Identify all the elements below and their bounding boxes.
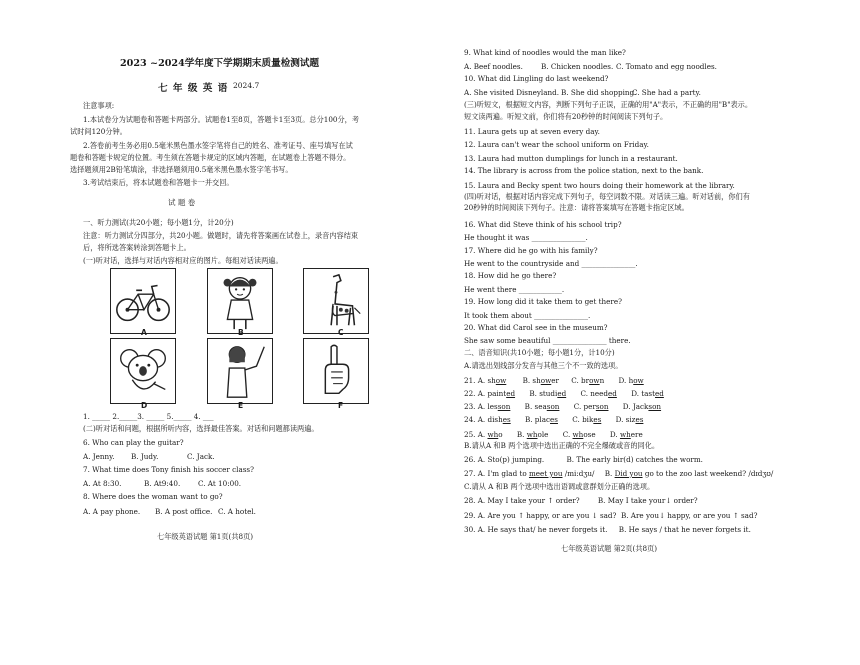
- paper-label: 试 题 卷: [168, 198, 196, 207]
- q8-option-a: A. A pay phone.: [83, 507, 141, 516]
- question-18: 18. How did he go there?: [464, 271, 557, 280]
- notice-2b: 题卷和答题卡规定的位置。考生须在答题卡规定的区域内答题，在试题卷上答题不得分。: [70, 153, 351, 162]
- koala-icon: [111, 339, 175, 403]
- section-c-instruction: C.请从 A 和B 两个选项中选出语调或意群划分正确的选项。: [464, 482, 655, 491]
- question-9: 9. What kind of noodles would the man like?: [464, 48, 626, 57]
- girl-icon: [208, 269, 272, 333]
- picture-b-girl: [207, 268, 273, 334]
- q10-option-b: B. She did shopping.: [561, 88, 637, 97]
- q10-option-a: A. She visited Disneyland.: [464, 88, 560, 97]
- question-8: 8. Where does the woman want to go?: [83, 492, 223, 501]
- part-3-instruction-b: 短文读两遍。听短文前，你们将有20秒钟的时间阅读下列句子。: [464, 112, 668, 121]
- q9-option-c: C. Tomato and egg noodles.: [616, 62, 717, 71]
- right-page: [430, 0, 860, 665]
- picture-c-giraffe: [303, 268, 369, 334]
- right-page-footer: 七年级英语试题 第2页(共8页): [561, 544, 658, 553]
- question-16: 16. What did Steve think of his school trip?: [464, 220, 622, 229]
- question-29: 29. A. Are you ↑ happy, or are you ↓ sad? B. Are you↓ happy, or are you ↑ sad?: [464, 511, 758, 520]
- question-28: 28. A. May I take your ↑ order? B. May I take your↓ order?: [464, 496, 698, 505]
- section-1-note-a: 注意：听力测试分四部分，共20小题。做题时，请先将答案画在试卷上，录音内容结束: [83, 231, 359, 240]
- question-21: 21. A. show B. shower C. brown D. how: [464, 376, 644, 385]
- statement-11: 11. Laura gets up at seven every day.: [464, 127, 600, 136]
- part-3-instruction-a: (三)听短文，根据短文内容，判断下列句子正误，正确的用"A"表示，不正确的用"B"表示。: [464, 100, 753, 109]
- picture-label-e: E: [238, 401, 244, 410]
- question-19: 19. How long did it take them to get there?: [464, 297, 622, 306]
- part-4-instruction-a: (四)听对话，根据对话内容完成下列句子，每空词数不限。对话读三遍。听对话前，你们有: [464, 192, 750, 201]
- notice-1b: 试时间120分钟。: [70, 127, 127, 136]
- statement-12: 12. Laura can't wear the school uniform on Friday.: [464, 140, 649, 149]
- notice-header: 注意事项:: [83, 101, 115, 110]
- q6-option-a: A. Jenny.: [83, 452, 115, 461]
- q9-option-a: A. Beef noodles.: [464, 62, 523, 71]
- exam-title: 2023 ~2024学年度下学期期末质量检测试题: [120, 58, 320, 69]
- section-a-instruction: A.请选出划线部分发音与其他三个不一致的选项。: [464, 361, 623, 370]
- statement-14: 14. The library is across from the police station, next to the bank.: [464, 166, 704, 175]
- section-1-note-b: 后，将所选答案转涂到答题卡上。: [83, 243, 191, 252]
- part-1-answer-blanks: 1. _____ 2._____3. _____ 5._____ 4. ___: [83, 412, 214, 421]
- picture-label-c: C: [338, 328, 344, 337]
- hand-icon: [304, 339, 368, 403]
- notice-2a: 2.答卷前考生务必用0.5毫米黑色墨水签字笔将自己的姓名、准考证号、座号填写在试: [83, 141, 353, 150]
- question-22: 22. A. painted B. studied C. needed D. tasted: [464, 389, 664, 398]
- section-2-heading: 二、语音知识(共10小题；每小题1分，计10分): [464, 348, 615, 357]
- q8-option-b: B. A post office.: [155, 507, 213, 516]
- q7-option-a: A. At 8:30.: [83, 479, 122, 488]
- question-17: 17. Where did he go with his family?: [464, 246, 598, 255]
- q10-option-c: C. She had a party.: [632, 88, 701, 97]
- statement-13: 13. Laura had mutton dumplings for lunch in a restaurant.: [464, 154, 678, 163]
- left-page-footer: 七年级英语试题 第1页(共8页): [157, 532, 254, 541]
- teacher-icon: [208, 339, 272, 403]
- part-1-instruction: (一)听对话，选择与对话内容相对应的图片。每组对话读两遍。: [83, 256, 283, 265]
- question-27: 27. A. I'm glad to meet you /mi:dʒu/ B. Did you go to the zoo last weekend? /dɪdʒʊ/: [464, 469, 774, 478]
- picture-label-f: F: [338, 401, 344, 410]
- question-6: 6. Who can play the guitar?: [83, 438, 184, 447]
- question-26: 26. A. Sto(p) jumping. B. The early bir(d) catches the worm.: [464, 455, 703, 464]
- section-b-instruction: B.请从A 和B 两个选项中选出正确的不完全爆破或音的同化。: [464, 441, 660, 450]
- bicycle-icon: [111, 269, 175, 333]
- answer-17: He went to the countryside and _______________.: [464, 259, 638, 268]
- picture-d-koala: [110, 338, 176, 404]
- picture-label-b: B: [238, 328, 244, 337]
- q7-option-b: B. At9:40.: [144, 479, 181, 488]
- question-20: 20. What did Carol see in the museum?: [464, 323, 608, 332]
- picture-e-teacher: [207, 338, 273, 404]
- question-24: 24. A. dishes B. places C. bikes D. sizes: [464, 415, 644, 424]
- q9-option-b: B. Chicken noodles.: [541, 62, 614, 71]
- picture-f-hand: [303, 338, 369, 404]
- q6-option-b: B. Judy.: [131, 452, 159, 461]
- exam-date: 2024.7: [233, 81, 260, 90]
- part-2-instruction: (二)听对话和问题，根据所听内容，选择最佳答案。对话和问题都读两遍。: [83, 424, 319, 433]
- q6-option-c: C. Jack.: [187, 452, 215, 461]
- question-10: 10. What did Lingling do last weekend?: [464, 74, 609, 83]
- answer-18: He went there ____________.: [464, 285, 565, 294]
- picture-label-d: D: [141, 401, 148, 410]
- question-25: 25. A. who B. whole C. whose D. where: [464, 430, 643, 439]
- exam-subtitle: 七 年 级 英 语: [158, 83, 229, 94]
- giraffe-icon: [304, 269, 368, 333]
- answer-20: She saw some beautiful _______________ there.: [464, 336, 631, 345]
- q7-option-c: C. At 10:00.: [198, 479, 242, 488]
- question-30: 30. A. He says that/ he never forgets it. B. He says / that he never forgets it.: [464, 525, 751, 534]
- answer-19: It took them about _______________.: [464, 311, 591, 320]
- statement-15: 15. Laura and Becky spent two hours doing their homework at the library.: [464, 181, 735, 190]
- part-4-instruction-b: 20秒钟的时间阅读下列句子。注意：请将答案填写在答题卡指定区域。: [464, 203, 689, 212]
- notice-3: 3.考试结束后，将本试题卷和答题卡一并交回。: [83, 178, 234, 187]
- picture-label-a: A: [141, 328, 147, 337]
- question-7: 7. What time does Tony finish his soccer class?: [83, 465, 254, 474]
- section-1-heading: 一、听力测试(共20小题；每小题1分，计20分): [83, 218, 234, 227]
- answer-16: He thought it was _______________.: [464, 233, 588, 242]
- question-23: 23. A. lesson B. season C. person D. Jackson: [464, 402, 662, 411]
- picture-a-bicycle: [110, 268, 176, 334]
- notice-2c: 选择题须用2B铅笔填涂，非选择题须用0.5毫米黑色墨水签字笔书写。: [70, 165, 293, 174]
- notice-1a: 1.本试卷分为试题卷和答题卡两部分。试题卷1至8页，答题卡1至3页。总分100分，考: [83, 115, 360, 124]
- q8-option-c: C. A hotel.: [218, 507, 256, 516]
